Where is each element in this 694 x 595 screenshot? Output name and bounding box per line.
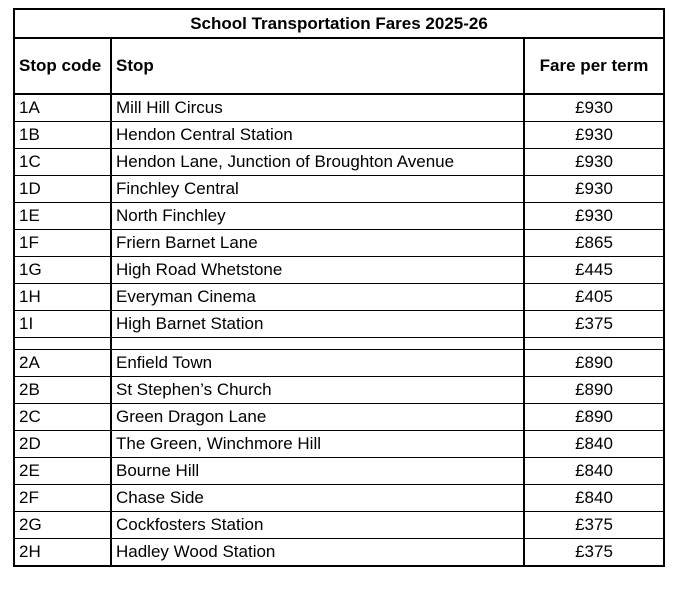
fare-cell: £375 [524, 311, 664, 338]
stop-code-cell: 1D [14, 176, 111, 203]
table-row [14, 122, 664, 149]
stop-name-cell: Cockfosters Station [111, 512, 524, 539]
table-title: School Transportation Fares 2025-26 [14, 9, 664, 38]
stop-name-cell: Everyman Cinema [111, 284, 524, 311]
fare-cell: £890 [524, 377, 664, 404]
stop-name-cell: Enfield Town [111, 350, 524, 377]
table-row [14, 257, 664, 284]
stop-code-cell: 2A [14, 350, 111, 377]
fare-cell: £930 [524, 203, 664, 230]
stop-name-cell: Green Dragon Lane [111, 404, 524, 431]
fare-cell: £930 [524, 149, 664, 176]
stop-name-cell: St Stephen’s Church [111, 377, 524, 404]
stop-code-cell: 2G [14, 512, 111, 539]
group-spacer-row [14, 338, 664, 350]
stop-code-cell: 2F [14, 485, 111, 512]
fare-cell: £405 [524, 284, 664, 311]
spacer-cell [111, 338, 524, 350]
stop-code-cell: 2D [14, 431, 111, 458]
fare-cell: £840 [524, 431, 664, 458]
stop-code-cell: 1E [14, 203, 111, 230]
stop-name-cell: High Barnet Station [111, 311, 524, 338]
stop-name-cell: North Finchley [111, 203, 524, 230]
spacer-cell [14, 338, 111, 350]
table-row [14, 311, 664, 338]
stop-code-cell: 2C [14, 404, 111, 431]
fare-cell: £890 [524, 350, 664, 377]
stop-code-cell: 1H [14, 284, 111, 311]
fare-cell: £865 [524, 230, 664, 257]
stop-name-cell: Hendon Central Station [111, 122, 524, 149]
stop-name-cell: Finchley Central [111, 176, 524, 203]
table-row [14, 377, 664, 404]
table-row [14, 350, 664, 377]
table-row [14, 512, 664, 539]
spacer-cell [524, 338, 664, 350]
stop-code-cell: 1I [14, 311, 111, 338]
fares-table [13, 8, 665, 567]
table-row [14, 404, 664, 431]
header-stop-code: Stop code [14, 38, 111, 94]
fare-cell: £375 [524, 539, 664, 567]
table-row [14, 230, 664, 257]
table-row [14, 94, 664, 122]
table-row [14, 203, 664, 230]
stop-code-cell: 1F [14, 230, 111, 257]
stop-code-cell: 2B [14, 377, 111, 404]
table-row [14, 149, 664, 176]
stop-name-cell: Mill Hill Circus [111, 94, 524, 122]
table-row [14, 176, 664, 203]
stop-name-cell: Chase Side [111, 485, 524, 512]
stop-code-cell: 1C [14, 149, 111, 176]
fare-cell: £840 [524, 458, 664, 485]
fare-cell: £375 [524, 512, 664, 539]
fare-cell: £930 [524, 176, 664, 203]
fare-cell: £840 [524, 485, 664, 512]
table-row [14, 431, 664, 458]
stop-code-cell: 1B [14, 122, 111, 149]
stop-code-cell: 2H [14, 539, 111, 567]
stop-name-cell: Hendon Lane, Junction of Broughton Avenue [111, 149, 524, 176]
fare-cell: £930 [524, 122, 664, 149]
stop-code-cell: 1G [14, 257, 111, 284]
header-row [14, 38, 664, 94]
stop-code-cell: 1A [14, 94, 111, 122]
table-row [14, 458, 664, 485]
fare-cell: £930 [524, 94, 664, 122]
title-row [14, 9, 664, 38]
stop-name-cell: High Road Whetstone [111, 257, 524, 284]
fare-cell: £890 [524, 404, 664, 431]
stop-name-cell: Hadley Wood Station [111, 539, 524, 567]
stop-name-cell: Bourne Hill [111, 458, 524, 485]
table-row [14, 284, 664, 311]
header-fare: Fare per term [524, 38, 664, 94]
stop-name-cell: Friern Barnet Lane [111, 230, 524, 257]
stop-code-cell: 2E [14, 458, 111, 485]
stop-name-cell: The Green, Winchmore Hill [111, 431, 524, 458]
fare-cell: £445 [524, 257, 664, 284]
table-row [14, 539, 664, 567]
table-row [14, 485, 664, 512]
header-stop: Stop [111, 38, 524, 94]
